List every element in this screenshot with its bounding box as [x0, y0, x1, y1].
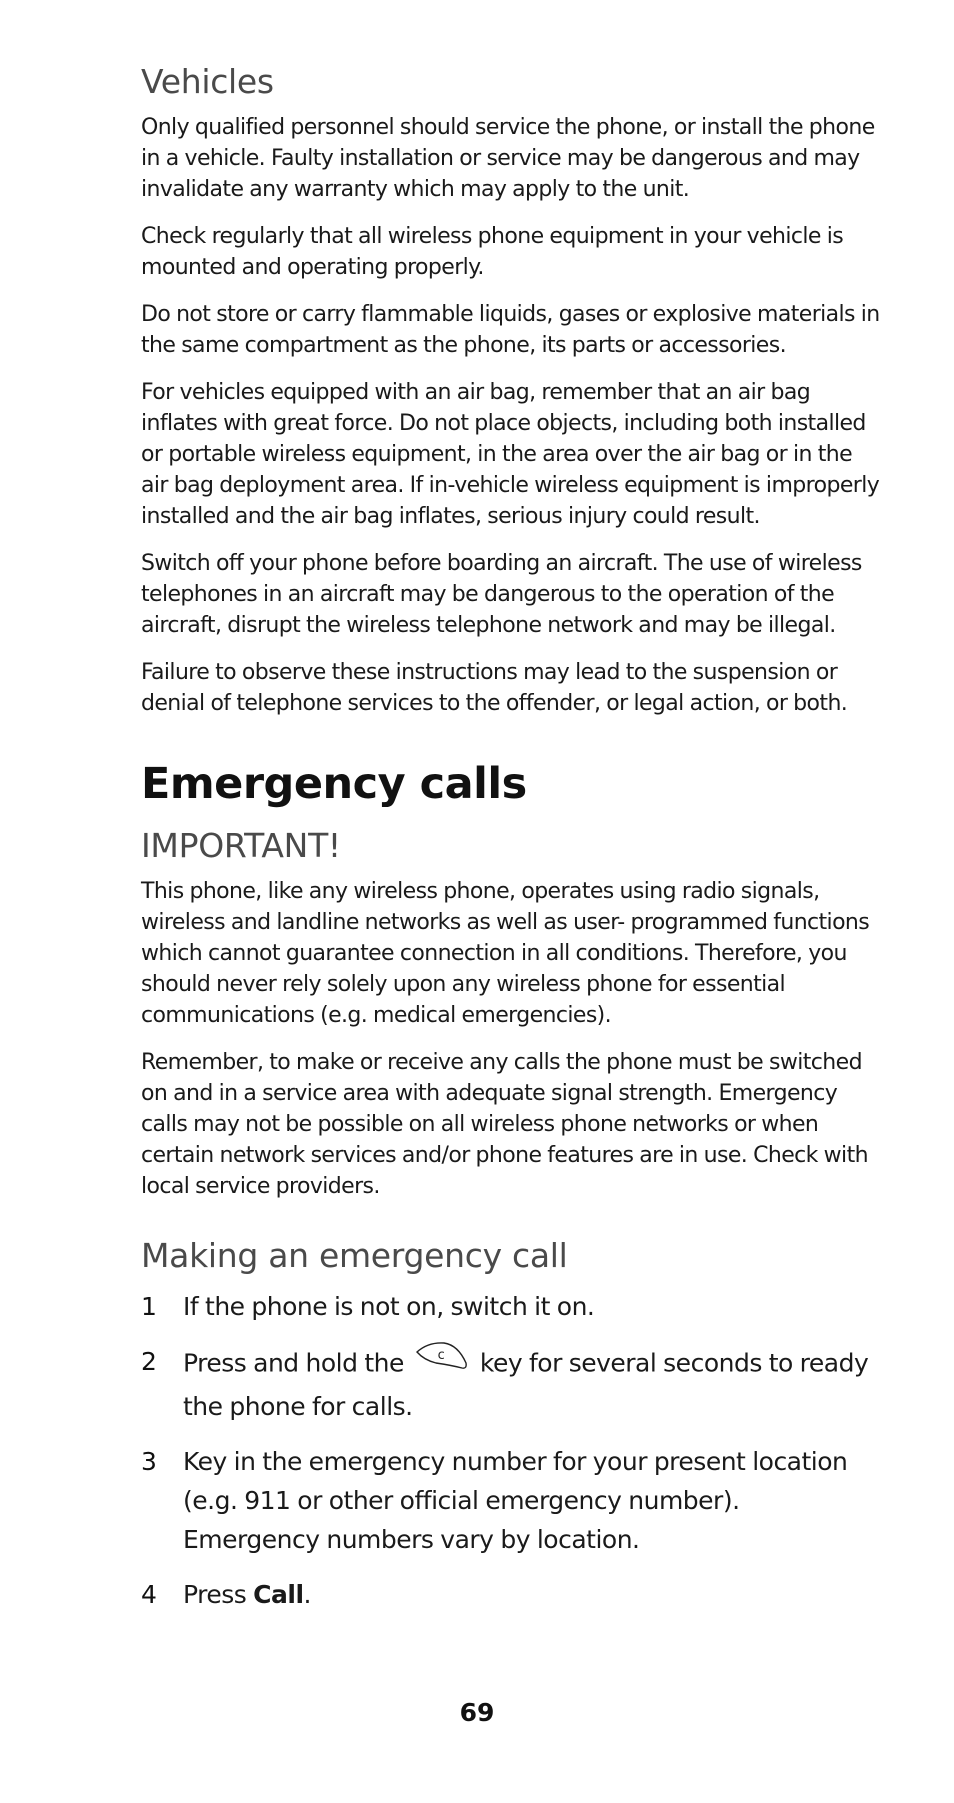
- emergency-paragraph-1: This phone, like any wireless phone, operates using radio signals, wireless and landline networks as well as user- programmed functions which cannot guarantee connection in all conditions. Therefore, you should never rely solely upon any wireless phone for essential communications (e.g. medical emergencies).: [141, 878, 870, 1028]
- step-text-before: Press and hold the: [183, 1348, 404, 1378]
- step-2: [141, 1342, 881, 1426]
- step-text: [183, 1342, 881, 1426]
- page-number: 69: [459, 1698, 495, 1727]
- vehicles-paragraph-6: Failure to observe these instructions may lead to the suspension or denial of telephone services to the offender, or legal action, or both.: [141, 659, 848, 716]
- step-text-after: key for several seconds to ready the phone for calls.: [183, 1348, 869, 1422]
- clear-key-label: c: [437, 1348, 445, 1364]
- step-1: [141, 1287, 881, 1326]
- section-heading-vehicles: Vehicles: [141, 62, 274, 101]
- step-text: If the phone is not on, switch it on.: [183, 1292, 595, 1322]
- emergency-paragraph-2: Remember, to make or receive any calls the phone must be switched on and in a service area with adequate signal strength. Emergency calls may not be possible on all wireless phone networks or when certain network services and/or phone features are in use. Check with local service providers.: [141, 1049, 868, 1199]
- step-text-after: .: [303, 1580, 311, 1610]
- vehicles-paragraph-1: Only qualified personnel should service the phone, or install the phone in a vehicle. Faulty installation or service may be dangerous and may invalidate any warranty which may apply to the unit.: [141, 114, 875, 202]
- call-softkey-label: Call: [253, 1580, 304, 1610]
- step-number: 2: [141, 1347, 157, 1377]
- step-number: 3: [141, 1447, 157, 1477]
- step-text-before: Press: [183, 1580, 254, 1610]
- emergency-call-steps: [141, 1287, 881, 1614]
- vehicles-paragraph-2: Check regularly that all wireless phone equipment in your vehicle is mounted and operating properly.: [141, 223, 844, 280]
- vehicles-paragraph-3: Do not store or carry flammable liquids, gases or explosive materials in the same compartment as the phone, its parts or accessories.: [141, 301, 880, 358]
- important-heading: IMPORTANT!: [141, 826, 341, 866]
- step-4: [141, 1575, 881, 1614]
- clear-key-icon: [414, 1339, 470, 1384]
- step-number: 4: [141, 1580, 157, 1610]
- chapter-heading-emergency-calls: Emergency calls: [141, 758, 527, 809]
- step-number: 1: [141, 1292, 157, 1322]
- step-text: [183, 1575, 881, 1614]
- step-text: Key in the emergency number for your present location (e.g. 911 or other official emergency number). Emergency numbers vary by location.: [183, 1447, 848, 1555]
- step-3: [141, 1442, 881, 1559]
- vehicles-paragraph-4: For vehicles equipped with an air bag, remember that an air bag inflates with great force. Do not place objects, including both installed or portable wireless equipment, in the area over the air bag or in the air bag deployment area. If in-vehicle wireless equipment is improperly installed and the air bag inflates, serious injury could result.: [141, 379, 880, 529]
- page-content: [141, 62, 881, 1630]
- vehicles-paragraph-5: Switch off your phone before boarding an aircraft. The use of wireless telephones in an aircraft may be dangerous to the operation of the aircraft, disrupt the wireless telephone network and may be illegal.: [141, 550, 862, 638]
- section-heading-making-call: Making an emergency call: [141, 1235, 568, 1275]
